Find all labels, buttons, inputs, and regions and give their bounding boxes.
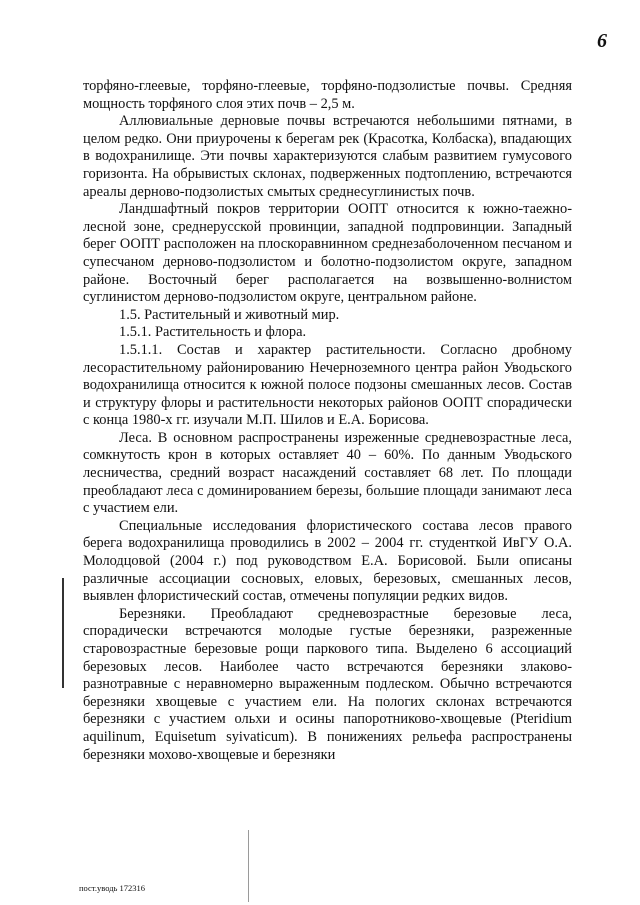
scan-edge-line [62, 578, 64, 688]
paragraph: Ландшафтный покров территории ООПТ относится к южно-таежно-лесной зоне, среднерусской провинции, западной подпровинции. Западный берег ООПТ расположен на плоскоравнинном среднезаболоченном песчаном и супесчаном дерново-подзолистом и болотно-подзолистом округе, западном районе. Восточный берег располагается на возвышенно-волнистом суглинистом дерново-подзолистом округе, центральном районе. [83, 201, 572, 306]
section-heading: 1.5. Растительный и животный мир. [119, 306, 340, 323]
paragraph: торфяно-глеевые, торфяно-глеевые, торфяно-подзолистые почвы. Средняя мощность торфяного слоя этих почв – 2,5 м. [83, 78, 572, 112]
paragraph: Леса. В основном распространены изреженные средневозрастные леса, сомкнутость крон в которых оставляет 40 – 60%. По данным Уводьского лесничества, средний возраст насаждений составляет 68 лет. По площади преобладают леса с доминированием березы, большие площади занимают леса с участием ели. [83, 429, 572, 517]
paragraph: 1.5.1.1. Состав и характер растительности. Согласно дробному лесорастительному районированию Нечерноземного центра район Уводьского водохранилища относится к южной полосе подзоны смешанных лесов. Состав и структуру флоры и растительности некоторых районов ООПТ спорадически с конца 1980-х гг. изучали М.П. Шилов и Е.А. Борисова. [83, 341, 572, 429]
page-number: 6 [597, 30, 607, 52]
subsection-heading: 1.5.1. Растительность и флора. [119, 324, 307, 341]
paragraph: Березняки. Преобладают средневозрастные березовые леса, спорадически встречаются молодые густые березняки, разреженные старовозрастные березовые рощи паркового типа. Выделено 6 ассоциаций березовых лесов. Наиболее часто встречаются березняки злаково-разнотравные с неравномерно выраженным подлеском. Обычно встречаются березняки хвощевые с участием ели. На пологих склонах встречаются березняки с участием ольхи и осины папоротниково-хвощевые (Pteridium aquilinum, Equisetum syivaticum). В понижениях рельефа распространены березняки мохово-хвощевые и березняки [83, 605, 572, 763]
scan-fold-line [248, 830, 249, 902]
paragraph: Аллювиальные дерновые почвы встречаются небольшими пятнами, в целом редко. Они приурочены к берегам рек (Красотка, Колбаска), впадающих в водохранилище. Эти почвы характеризуются слабым развитием гумусового горизонта. На обрывистых склонах, подверженных подтоплению, встречаются ареалы дерново-подзолистых смытых среднесуглинистых почв. [83, 113, 572, 200]
paragraph: Специальные исследования флористического состава лесов правого берега водохранилища проводились в 2002 – 2004 гг. студенткой ИвГУ О.А. Молодцовой (2004 г.) под руководством Е.А. Борисовой. Были описаны различные ассоциации сосновых, еловых, березовых, смешанных лесов, выявлен флористический состав, отмечены популяции редких видов. [83, 517, 572, 605]
footer-note: пост.уводь 172316 [79, 883, 146, 893]
document-body [83, 78, 572, 764]
